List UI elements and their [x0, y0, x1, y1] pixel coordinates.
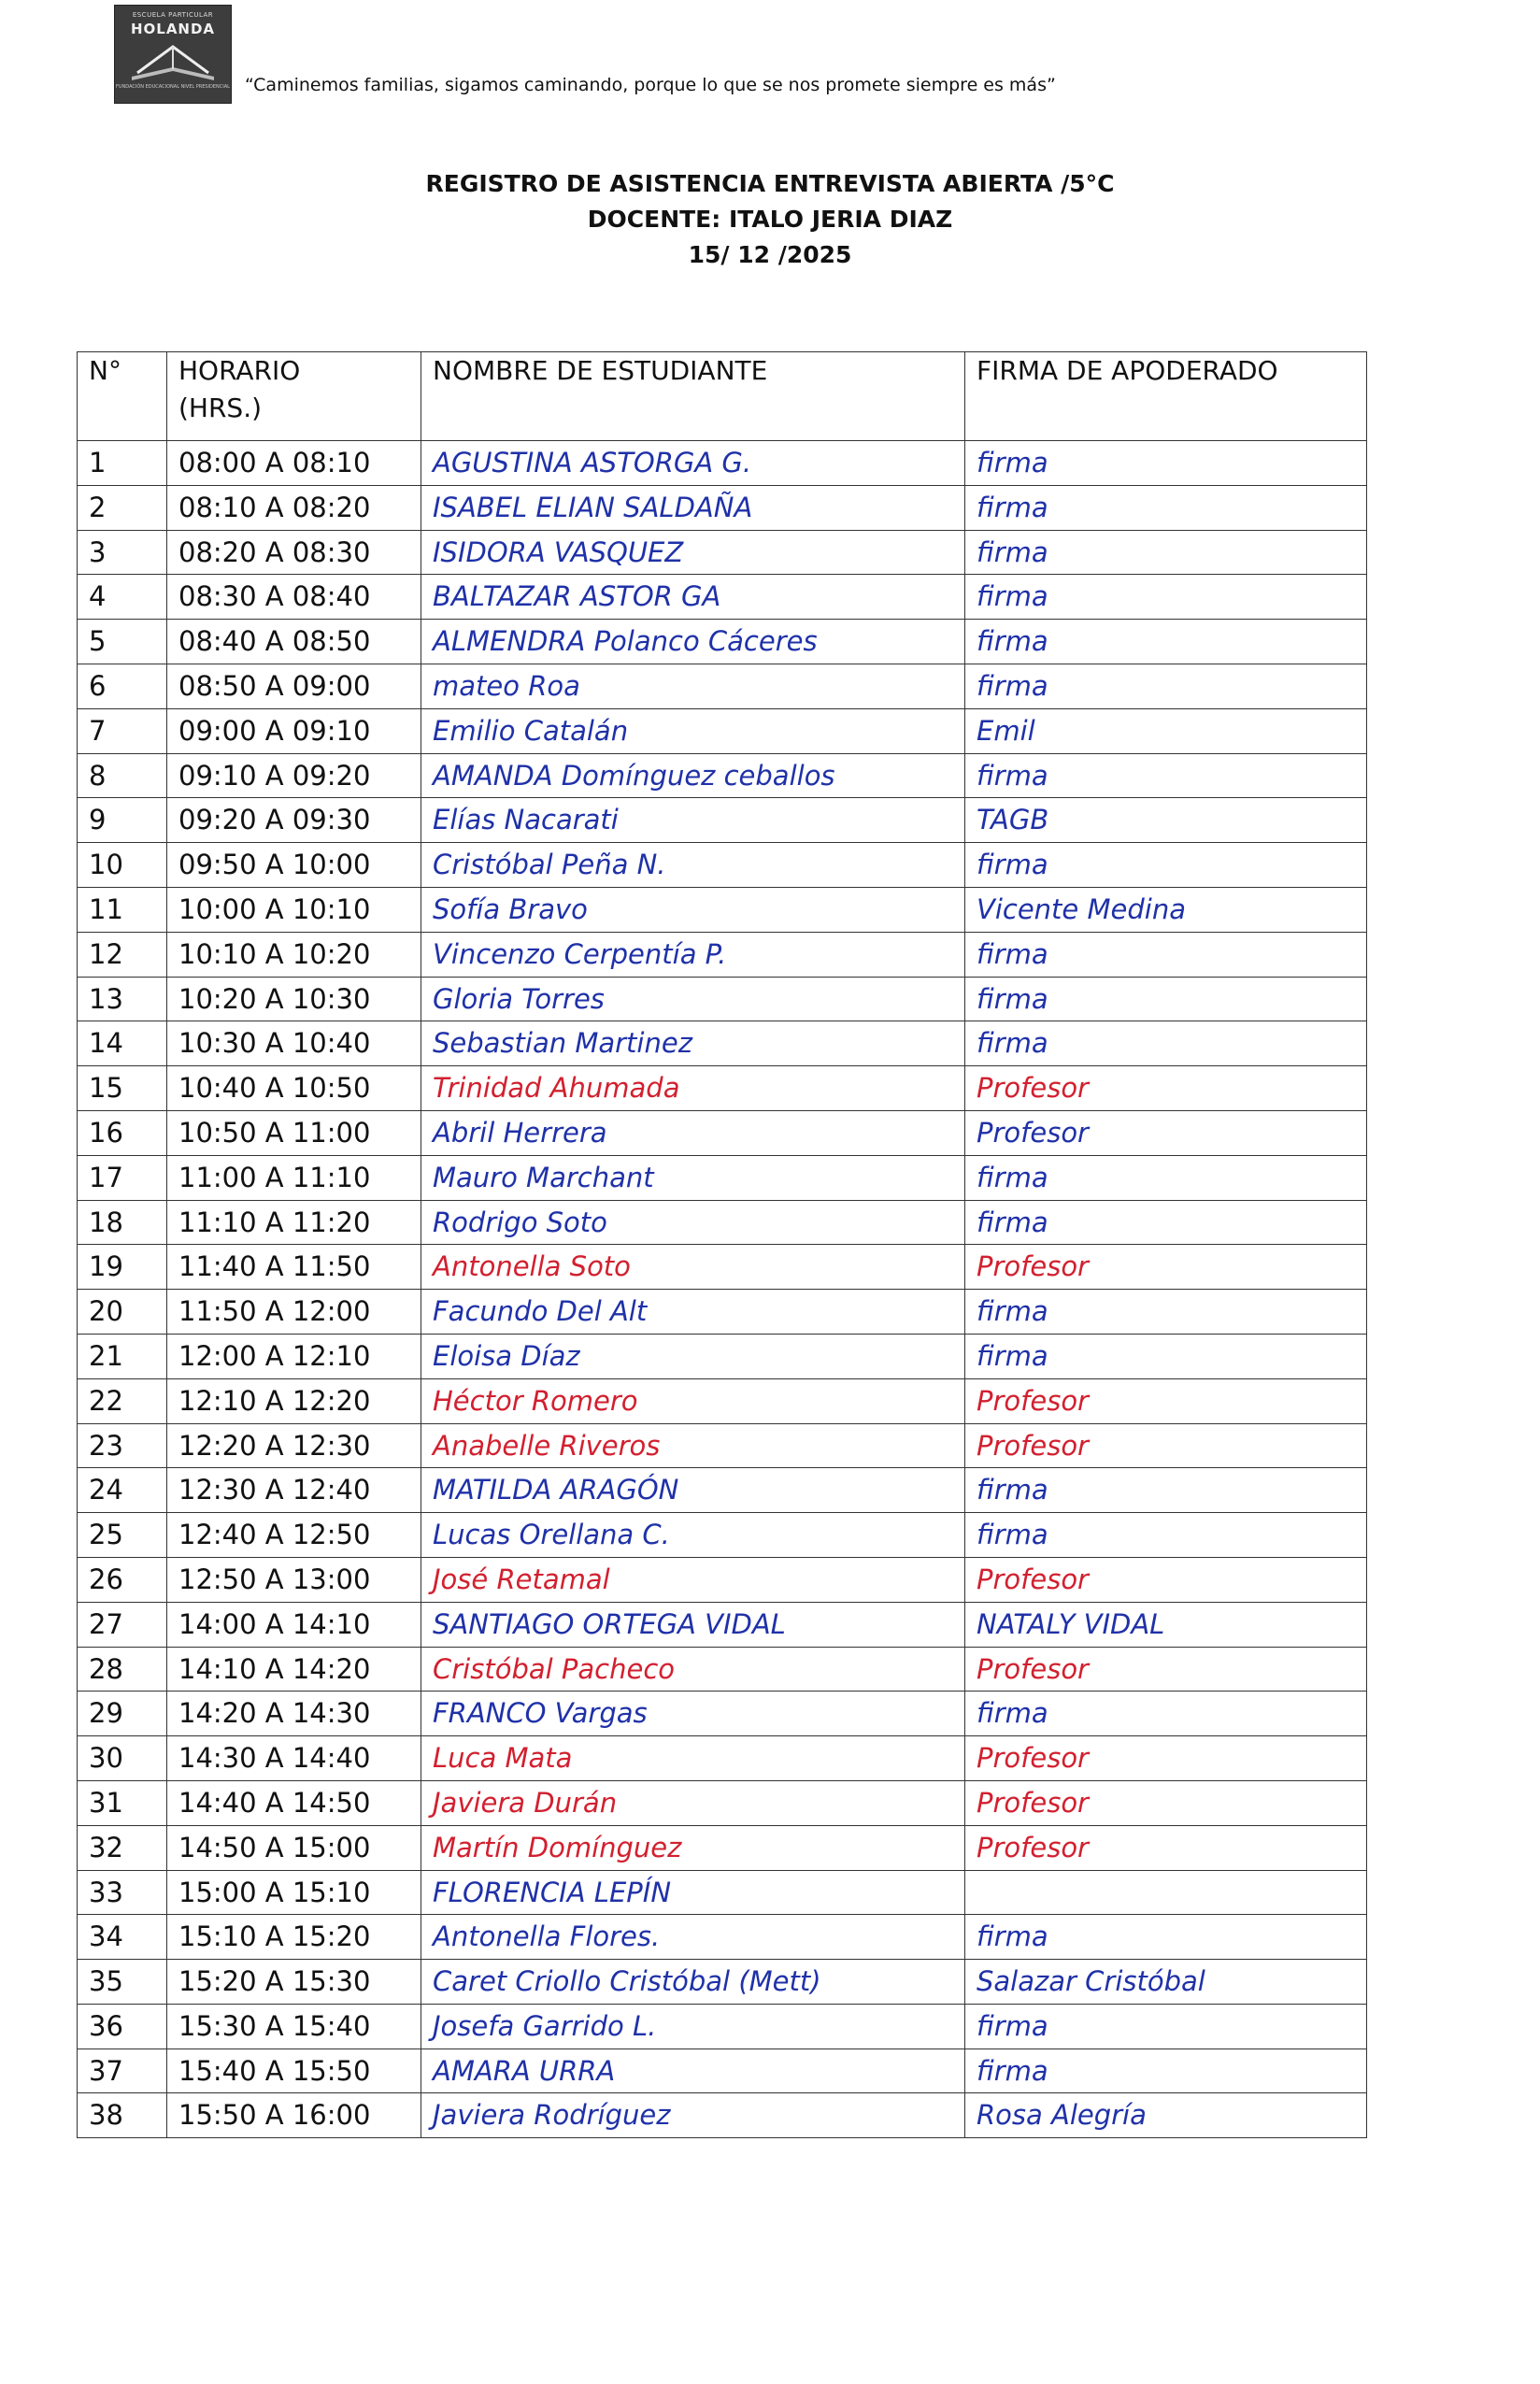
- table-row: [78, 1557, 1367, 1602]
- row-signature: firma: [965, 1468, 1367, 1513]
- row-number: 22: [78, 1378, 167, 1423]
- row-time: 14:30 A 14:40: [167, 1736, 421, 1781]
- row-time: 08:40 A 08:50: [167, 620, 421, 664]
- row-time: 12:40 A 12:50: [167, 1513, 421, 1558]
- row-signature: firma: [965, 1021, 1367, 1066]
- row-student-name: Sebastian Martinez: [421, 1021, 965, 1066]
- row-signature: Profesor: [965, 1780, 1367, 1825]
- table-row: [78, 798, 1367, 843]
- row-time: 12:50 A 13:00: [167, 1557, 421, 1602]
- row-signature: Vicente Medina: [965, 887, 1367, 932]
- table-row: [78, 1290, 1367, 1335]
- attendance-table: [77, 351, 1367, 2138]
- teacher-line: DOCENTE: ITALO JERIA DIAZ: [587, 206, 953, 233]
- logo-school-name: HOLANDA: [130, 21, 216, 37]
- row-time: 14:20 A 14:30: [167, 1692, 421, 1736]
- date-line: 15/ 12 /2025: [688, 241, 852, 268]
- row-student-name: Lucas Orellana C.: [421, 1513, 965, 1558]
- table-row: [78, 932, 1367, 977]
- table-row: [78, 575, 1367, 620]
- row-time: 09:10 A 09:20: [167, 753, 421, 798]
- row-signature: firma: [965, 753, 1367, 798]
- row-time: 12:00 A 12:10: [167, 1334, 421, 1378]
- row-signature: [965, 1870, 1367, 1915]
- row-time: 08:10 A 08:20: [167, 485, 421, 530]
- row-student-name: Elías Nacarati: [421, 798, 965, 843]
- row-number: 27: [78, 1602, 167, 1647]
- row-student-name: Antonella Soto: [421, 1245, 965, 1290]
- table-row: [78, 1870, 1367, 1915]
- school-logo: [114, 5, 232, 104]
- row-time: 10:40 A 10:50: [167, 1066, 421, 1111]
- table-row: [78, 1378, 1367, 1423]
- row-number: 11: [78, 887, 167, 932]
- row-time: 09:50 A 10:00: [167, 843, 421, 888]
- row-number: 26: [78, 1557, 167, 1602]
- row-time: 10:50 A 11:00: [167, 1110, 421, 1155]
- row-signature: NATALY VIDAL: [965, 1602, 1367, 1647]
- row-number: 16: [78, 1110, 167, 1155]
- header-schedule: [167, 352, 421, 441]
- row-time: 08:20 A 08:30: [167, 530, 421, 575]
- row-time: 12:20 A 12:30: [167, 1423, 421, 1468]
- row-time: 09:20 A 09:30: [167, 798, 421, 843]
- table-row: [78, 664, 1367, 708]
- row-number: 8: [78, 753, 167, 798]
- table-row: [78, 1200, 1367, 1245]
- row-signature: Profesor: [965, 1647, 1367, 1692]
- row-student-name: Gloria Torres: [421, 977, 965, 1021]
- row-time: 14:00 A 14:10: [167, 1602, 421, 1647]
- row-number: 9: [78, 798, 167, 843]
- row-student-name: mateo Roa: [421, 664, 965, 708]
- row-student-name: BALTAZAR ASTOR GA: [421, 575, 965, 620]
- row-signature: firma: [965, 1200, 1367, 1245]
- row-signature: Profesor: [965, 1066, 1367, 1111]
- table-row: [78, 1021, 1367, 1066]
- row-number: 19: [78, 1245, 167, 1290]
- row-time: 08:50 A 09:00: [167, 664, 421, 708]
- row-number: 1: [78, 441, 167, 486]
- row-student-name: Cristóbal Pacheco: [421, 1647, 965, 1692]
- row-student-name: Emilio Catalán: [421, 708, 965, 753]
- header-schedule-line2: (HRS.): [178, 393, 263, 423]
- row-time: 11:40 A 11:50: [167, 1245, 421, 1290]
- table-body: [78, 441, 1367, 2138]
- row-number: 7: [78, 708, 167, 753]
- table-row: [78, 1468, 1367, 1513]
- row-number: 12: [78, 932, 167, 977]
- row-time: 10:30 A 10:40: [167, 1021, 421, 1066]
- row-signature: firma: [965, 843, 1367, 888]
- row-number: 35: [78, 1960, 167, 2005]
- row-number: 17: [78, 1155, 167, 1200]
- row-student-name: José Retamal: [421, 1557, 965, 1602]
- row-number: 28: [78, 1647, 167, 1692]
- row-student-name: FLORENCIA LEPÍN: [421, 1870, 965, 1915]
- row-student-name: AMARA URRA: [421, 2049, 965, 2093]
- row-student-name: Javiera Rodríguez: [421, 2093, 965, 2138]
- row-signature: TAGB: [965, 798, 1367, 843]
- row-time: 10:00 A 10:10: [167, 887, 421, 932]
- row-time: 11:00 A 11:10: [167, 1155, 421, 1200]
- row-time: 12:30 A 12:40: [167, 1468, 421, 1513]
- row-signature: Rosa Alegría: [965, 2093, 1367, 2138]
- table-row: [78, 1513, 1367, 1558]
- row-number: 36: [78, 2004, 167, 2049]
- row-number: 14: [78, 1021, 167, 1066]
- row-signature: firma: [965, 2049, 1367, 2093]
- header-schedule-line1: HORARIO: [178, 355, 301, 386]
- table-row: [78, 887, 1367, 932]
- row-signature: Profesor: [965, 1378, 1367, 1423]
- row-time: 15:10 A 15:20: [167, 1915, 421, 1960]
- table-row: [78, 1915, 1367, 1960]
- row-number: 3: [78, 530, 167, 575]
- row-signature: Profesor: [965, 1825, 1367, 1870]
- row-number: 30: [78, 1736, 167, 1781]
- logo-bottom-text: FUNDACIÓN EDUCACIONAL NIVEL PRESIDENCIAL: [116, 84, 230, 90]
- row-signature: firma: [965, 2004, 1367, 2049]
- row-student-name: Josefa Garrido L.: [421, 2004, 965, 2049]
- row-number: 25: [78, 1513, 167, 1558]
- table-row: [78, 2049, 1367, 2093]
- row-number: 23: [78, 1423, 167, 1468]
- row-time: 11:10 A 11:20: [167, 1200, 421, 1245]
- row-signature: firma: [965, 977, 1367, 1021]
- table-row: [78, 530, 1367, 575]
- row-time: 10:10 A 10:20: [167, 932, 421, 977]
- row-signature: firma: [965, 620, 1367, 664]
- table-row: [78, 1736, 1367, 1781]
- row-signature: firma: [965, 664, 1367, 708]
- row-signature: Profesor: [965, 1423, 1367, 1468]
- row-student-name: MATILDA ARAGÓN: [421, 1468, 965, 1513]
- row-number: 5: [78, 620, 167, 664]
- row-time: 15:50 A 16:00: [167, 2093, 421, 2138]
- row-number: 4: [78, 575, 167, 620]
- row-student-name: SANTIAGO ORTEGA VIDAL: [421, 1602, 965, 1647]
- row-signature: firma: [965, 485, 1367, 530]
- row-number: 33: [78, 1870, 167, 1915]
- table-row: [78, 753, 1367, 798]
- row-student-name: Héctor Romero: [421, 1378, 965, 1423]
- row-time: 08:30 A 08:40: [167, 575, 421, 620]
- row-number: 13: [78, 977, 167, 1021]
- row-student-name: Luca Mata: [421, 1736, 965, 1781]
- row-signature: firma: [965, 1290, 1367, 1335]
- table-row: [78, 1825, 1367, 1870]
- row-number: 37: [78, 2049, 167, 2093]
- logo-top-text: ESCUELA PARTICULAR: [132, 11, 214, 19]
- table-row: [78, 441, 1367, 486]
- table-row: [78, 1423, 1367, 1468]
- row-student-name: AGUSTINA ASTORGA G.: [421, 441, 965, 486]
- row-student-name: Sofía Bravo: [421, 887, 965, 932]
- row-time: 14:10 A 14:20: [167, 1647, 421, 1692]
- row-student-name: Vincenzo Cerpentía P.: [421, 932, 965, 977]
- row-student-name: Javiera Durán: [421, 1780, 965, 1825]
- row-student-name: Cristóbal Peña N.: [421, 843, 965, 888]
- row-signature: firma: [965, 1334, 1367, 1378]
- row-number: 2: [78, 485, 167, 530]
- row-time: 10:20 A 10:30: [167, 977, 421, 1021]
- row-signature: Profesor: [965, 1736, 1367, 1781]
- table-row: [78, 843, 1367, 888]
- book-icon: [128, 39, 218, 82]
- row-signature: firma: [965, 932, 1367, 977]
- row-student-name: Abril Herrera: [421, 1110, 965, 1155]
- row-number: 34: [78, 1915, 167, 1960]
- row-number: 29: [78, 1692, 167, 1736]
- row-time: 08:00 A 08:10: [167, 441, 421, 486]
- table-row: [78, 1245, 1367, 1290]
- table-row: [78, 1647, 1367, 1692]
- row-signature: Salazar Cristóbal: [965, 1960, 1367, 2005]
- row-student-name: Caret Criollo Cristóbal (Mett): [421, 1960, 965, 2005]
- row-time: 14:40 A 14:50: [167, 1780, 421, 1825]
- row-signature: firma: [965, 1513, 1367, 1558]
- header-signature: FIRMA DE APODERADO: [965, 352, 1367, 441]
- row-time: 09:00 A 09:10: [167, 708, 421, 753]
- row-number: 6: [78, 664, 167, 708]
- row-time: 15:20 A 15:30: [167, 1960, 421, 2005]
- row-number: 24: [78, 1468, 167, 1513]
- table-row: [78, 1155, 1367, 1200]
- row-time: 15:30 A 15:40: [167, 2004, 421, 2049]
- table-row: [78, 2004, 1367, 2049]
- row-time: 15:40 A 15:50: [167, 2049, 421, 2093]
- row-signature: Emil: [965, 708, 1367, 753]
- row-signature: Profesor: [965, 1557, 1367, 1602]
- table-row: [78, 620, 1367, 664]
- row-student-name: Mauro Marchant: [421, 1155, 965, 1200]
- row-number: 38: [78, 2093, 167, 2138]
- row-signature: firma: [965, 575, 1367, 620]
- row-signature: firma: [965, 1915, 1367, 1960]
- row-time: 15:00 A 15:10: [167, 1870, 421, 1915]
- header-number: N°: [78, 352, 167, 441]
- row-number: 20: [78, 1290, 167, 1335]
- row-signature: firma: [965, 441, 1367, 486]
- row-time: 12:10 A 12:20: [167, 1378, 421, 1423]
- row-number: 15: [78, 1066, 167, 1111]
- table-row: [78, 1780, 1367, 1825]
- row-number: 32: [78, 1825, 167, 1870]
- row-student-name: ISIDORA VASQUEZ: [421, 530, 965, 575]
- row-time: 14:50 A 15:00: [167, 1825, 421, 1870]
- table-row: [78, 708, 1367, 753]
- row-student-name: Eloisa Díaz: [421, 1334, 965, 1378]
- table-header-row: [78, 352, 1367, 441]
- row-number: 31: [78, 1780, 167, 1825]
- row-student-name: Martín Domínguez: [421, 1825, 965, 1870]
- row-signature: Profesor: [965, 1245, 1367, 1290]
- row-student-name: ISABEL ELIAN SALDAÑA: [421, 485, 965, 530]
- row-student-name: ALMENDRA Polanco Cáceres: [421, 620, 965, 664]
- table-row: [78, 977, 1367, 1021]
- row-student-name: Trinidad Ahumada: [421, 1066, 965, 1111]
- school-motto: “Caminemos familias, sigamos caminando, porque lo que se nos promete siempre es más”: [245, 75, 1056, 95]
- row-student-name: Rodrigo Soto: [421, 1200, 965, 1245]
- table-row: [78, 1334, 1367, 1378]
- document-titles: [0, 166, 1540, 273]
- row-signature: firma: [965, 530, 1367, 575]
- row-signature: firma: [965, 1155, 1367, 1200]
- table-row: [78, 485, 1367, 530]
- row-number: 21: [78, 1334, 167, 1378]
- row-number: 10: [78, 843, 167, 888]
- row-student-name: FRANCO Vargas: [421, 1692, 965, 1736]
- row-time: 11:50 A 12:00: [167, 1290, 421, 1335]
- header-student: NOMBRE DE ESTUDIANTE: [421, 352, 965, 441]
- row-student-name: Antonella Flores.: [421, 1915, 965, 1960]
- row-signature: firma: [965, 1692, 1367, 1736]
- table-row: [78, 2093, 1367, 2138]
- row-student-name: Facundo Del Alt: [421, 1290, 965, 1335]
- table-row: [78, 1960, 1367, 2005]
- document-title: REGISTRO DE ASISTENCIA ENTREVISTA ABIERTA /5°C: [425, 170, 1115, 197]
- table-row: [78, 1602, 1367, 1647]
- table-row: [78, 1110, 1367, 1155]
- table-row: [78, 1066, 1367, 1111]
- table-row: [78, 1692, 1367, 1736]
- row-student-name: Anabelle Riveros: [421, 1423, 965, 1468]
- row-number: 18: [78, 1200, 167, 1245]
- row-student-name: AMANDA Domínguez ceballos: [421, 753, 965, 798]
- row-signature: Profesor: [965, 1110, 1367, 1155]
